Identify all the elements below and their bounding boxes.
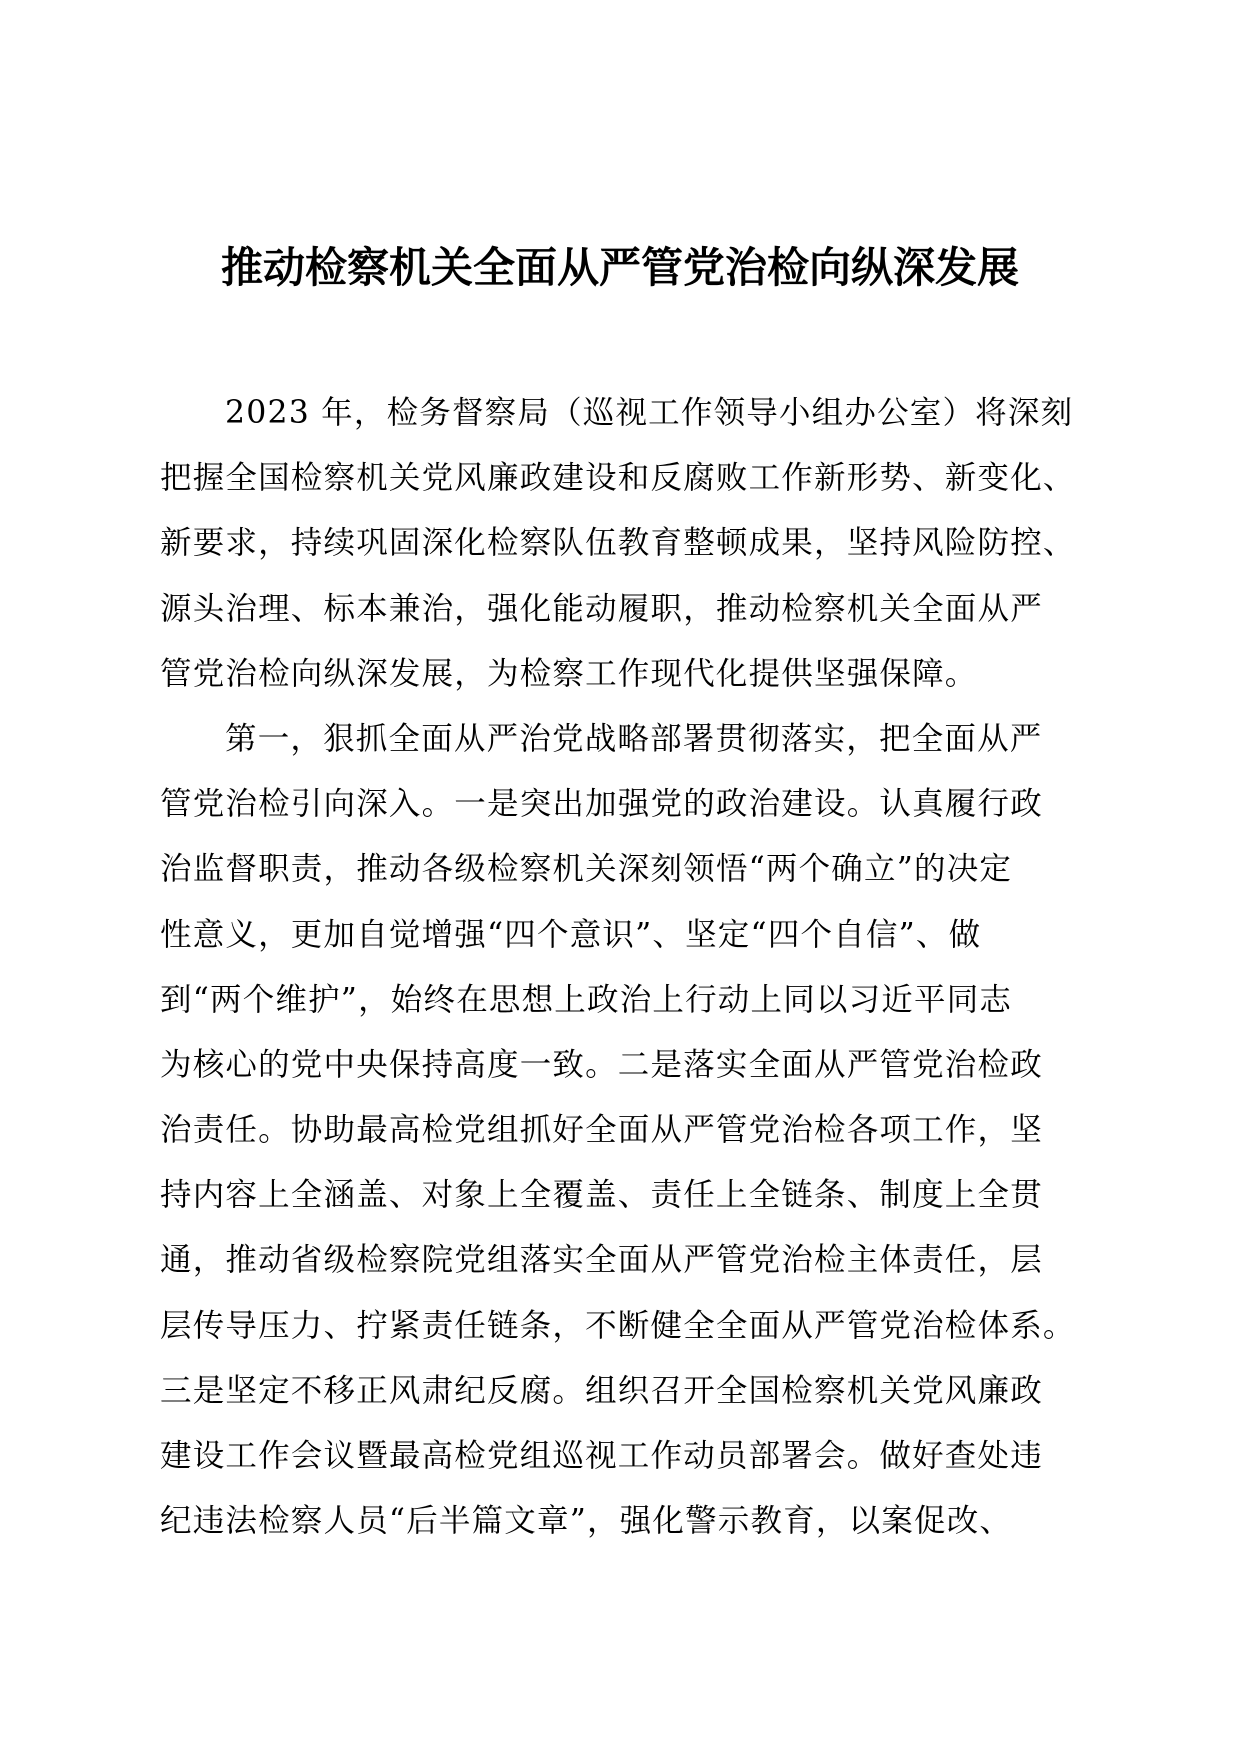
body-text-line: 管党治检向纵深发展，为检察工作现代化提供坚强保障。	[160, 655, 978, 692]
body-text-line: 管党治检引向深入。一是突出加强党的政治建设。认真履行政	[160, 786, 1043, 823]
body-text-line: 2023 年，检务督察局（巡视工作领导小组办公室）将深刻	[225, 395, 1074, 431]
body-text-line: 源头治理、标本兼治，强化能动履职，推动检察机关全面从严	[160, 590, 1043, 627]
body-text-line: 持内容上全涵盖、对象上全覆盖、责任上全链条、制度上全贯	[160, 1177, 1043, 1214]
body-text-line: 到“两个维护”，始终在思想上政治上行动上同以习近平同志	[160, 981, 1013, 1018]
body-text-line: 治监督职责，推动各级检察机关深刻领悟“两个确立”的决定	[160, 851, 1013, 888]
body-text-line: 把握全国检察机关党风廉政建设和反腐败工作新形势、新变化、	[160, 460, 1076, 497]
document-body	[160, 381, 1100, 1554]
body-text-line: 纪违法检察人员“后半篇文章”，强化警示教育，以案促改、	[160, 1503, 1013, 1540]
body-text-line: 治责任。协助最高检党组抓好全面从严管党治检各项工作，坚	[160, 1112, 1043, 1149]
body-text-line: 第一，狠抓全面从严治党战略部署贯彻落实，把全面从严	[225, 720, 1043, 757]
body-text-line: 层传导压力、拧紧责任链条，不断健全全面从严管党治检体系。	[160, 1307, 1076, 1344]
body-text-line: 建设工作会议暨最高检党组巡视工作动员部署会。做好查处违	[160, 1438, 1043, 1474]
body-text-line: 三是坚定不移正风肃纪反腐。组织召开全国检察机关党风廉政	[160, 1372, 1043, 1409]
body-text-line: 新要求，持续巩固深化检察队伍教育整顿成果，坚持风险防控、	[160, 525, 1076, 562]
body-text-line: 通，推动省级检察院党组落实全面从严管党治检主体责任，层	[160, 1242, 1043, 1279]
body-text-line: 性意义，更加自觉增强“四个意识”、坚定“四个自信”、做	[160, 916, 982, 953]
document-title: 推动检察机关全面从严管党治检向纵深发展	[220, 243, 1019, 292]
body-text-line: 为核心的党中央保持高度一致。二是落实全面从严管党治检政	[160, 1046, 1043, 1083]
